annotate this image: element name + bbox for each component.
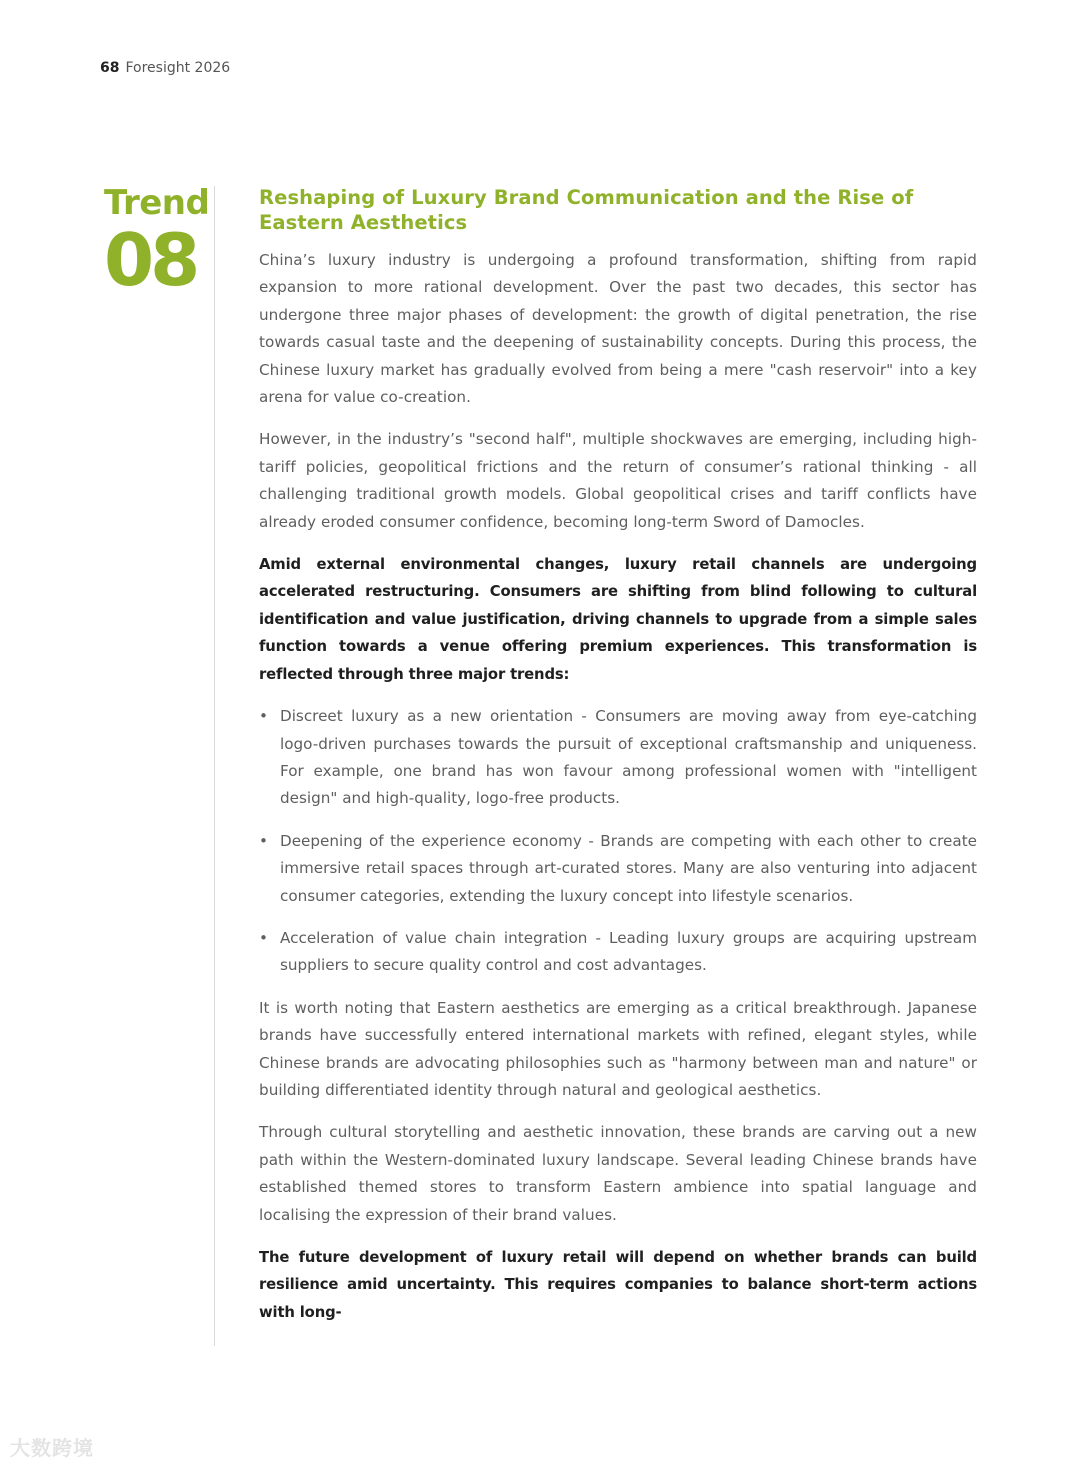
- trend-list: [259, 703, 977, 980]
- bullet-icon: •: [259, 831, 268, 850]
- article-title: Reshaping of Luxury Brand Communication and the Rise of Eastern Aesthetics: [259, 186, 914, 234]
- article-body: [259, 185, 977, 1341]
- paragraph-4: It is worth noting that Eastern aesthetics are emerging as a critical breakthrough. Japanese brands have successfully entered international markets with refined, elegant styles, while Chinese brands are advocating philosophies such as "harmony between man and nature" or building differentiated identity through natural and geological aesthetics.: [259, 998, 977, 1099]
- list-item-text: Discreet luxury as a new orientation - Consumers are moving away from eye-catching logo-driven purchases towards the pursuit of exceptional craftsmanship and uniqueness. For example, one brand has won favour among professional women with "intelligent design" and high-quality, logo-free products.: [280, 707, 977, 808]
- list-item: [259, 925, 977, 980]
- page-number: 68: [100, 60, 120, 76]
- running-header: [100, 60, 230, 76]
- paragraph-3-bold: Amid external environmental changes, luxury retail channels are undergoing accelerated restructuring. Consumers are shifting from blind following to cultural identification and value justification, driving channels to upgrade from a simple sales function towards a venue offering premium experiences. This transformation is reflected through three major trends:: [259, 556, 977, 683]
- list-item: [259, 703, 977, 813]
- paragraph-2: However, in the industry’s "second half", multiple shockwaves are emerging, including high-tariff policies, geopolitical frictions and the return of consumer’s rational thinking - all challenging traditional growth models. Global geopolitical crises and tariff conflicts have already eroded consumer confidence, becoming long-term Sword of Damocles.: [259, 430, 977, 531]
- bullet-icon: •: [259, 707, 268, 726]
- trend-number: 08: [104, 218, 197, 302]
- trend-label: [104, 183, 210, 302]
- bullet-icon: •: [259, 928, 268, 947]
- paragraph-6-bold: The future development of luxury retail will depend on whether brands can build resilience amid uncertainty. This requires companies to balance short-term actions with long-: [259, 1249, 977, 1321]
- paragraph-1: China’s luxury industry is undergoing a profound transformation, shifting from rapid expansion to more rational development. Over the past two decades, this sector has undergone three major phases of development: the growth of digital penetration, the rise towards casual taste and the deepening of sustainability concepts. During this process, the Chinese luxury market has gradually evolved from being a mere "cash reservoir" into a key arena for value co-creation.: [259, 251, 977, 407]
- list-item-text: Deepening of the experience economy - Brands are competing with each other to create immersive retail spaces through art-curated stores. Many are also venturing into adjacent consumer categories, extending the luxury concept into lifestyle scenarios.: [280, 831, 977, 905]
- trend-word: Trend: [104, 183, 210, 223]
- list-item-text: Acceleration of value chain integration - Leading luxury groups are acquiring upstream suppliers to secure quality control and cost advantages.: [280, 928, 977, 975]
- paragraph-5: Through cultural storytelling and aesthetic innovation, these brands are carving out a new path within the Western-dominated luxury landscape. Several leading Chinese brands have established themed stores to transform Eastern ambience into spatial language and localising the expression of their brand values.: [259, 1123, 977, 1224]
- publication-title: Foresight 2026: [125, 60, 231, 76]
- vertical-divider: [214, 186, 215, 1346]
- list-item: [259, 828, 977, 910]
- watermark-logo: 大数跨境: [10, 1436, 94, 1460]
